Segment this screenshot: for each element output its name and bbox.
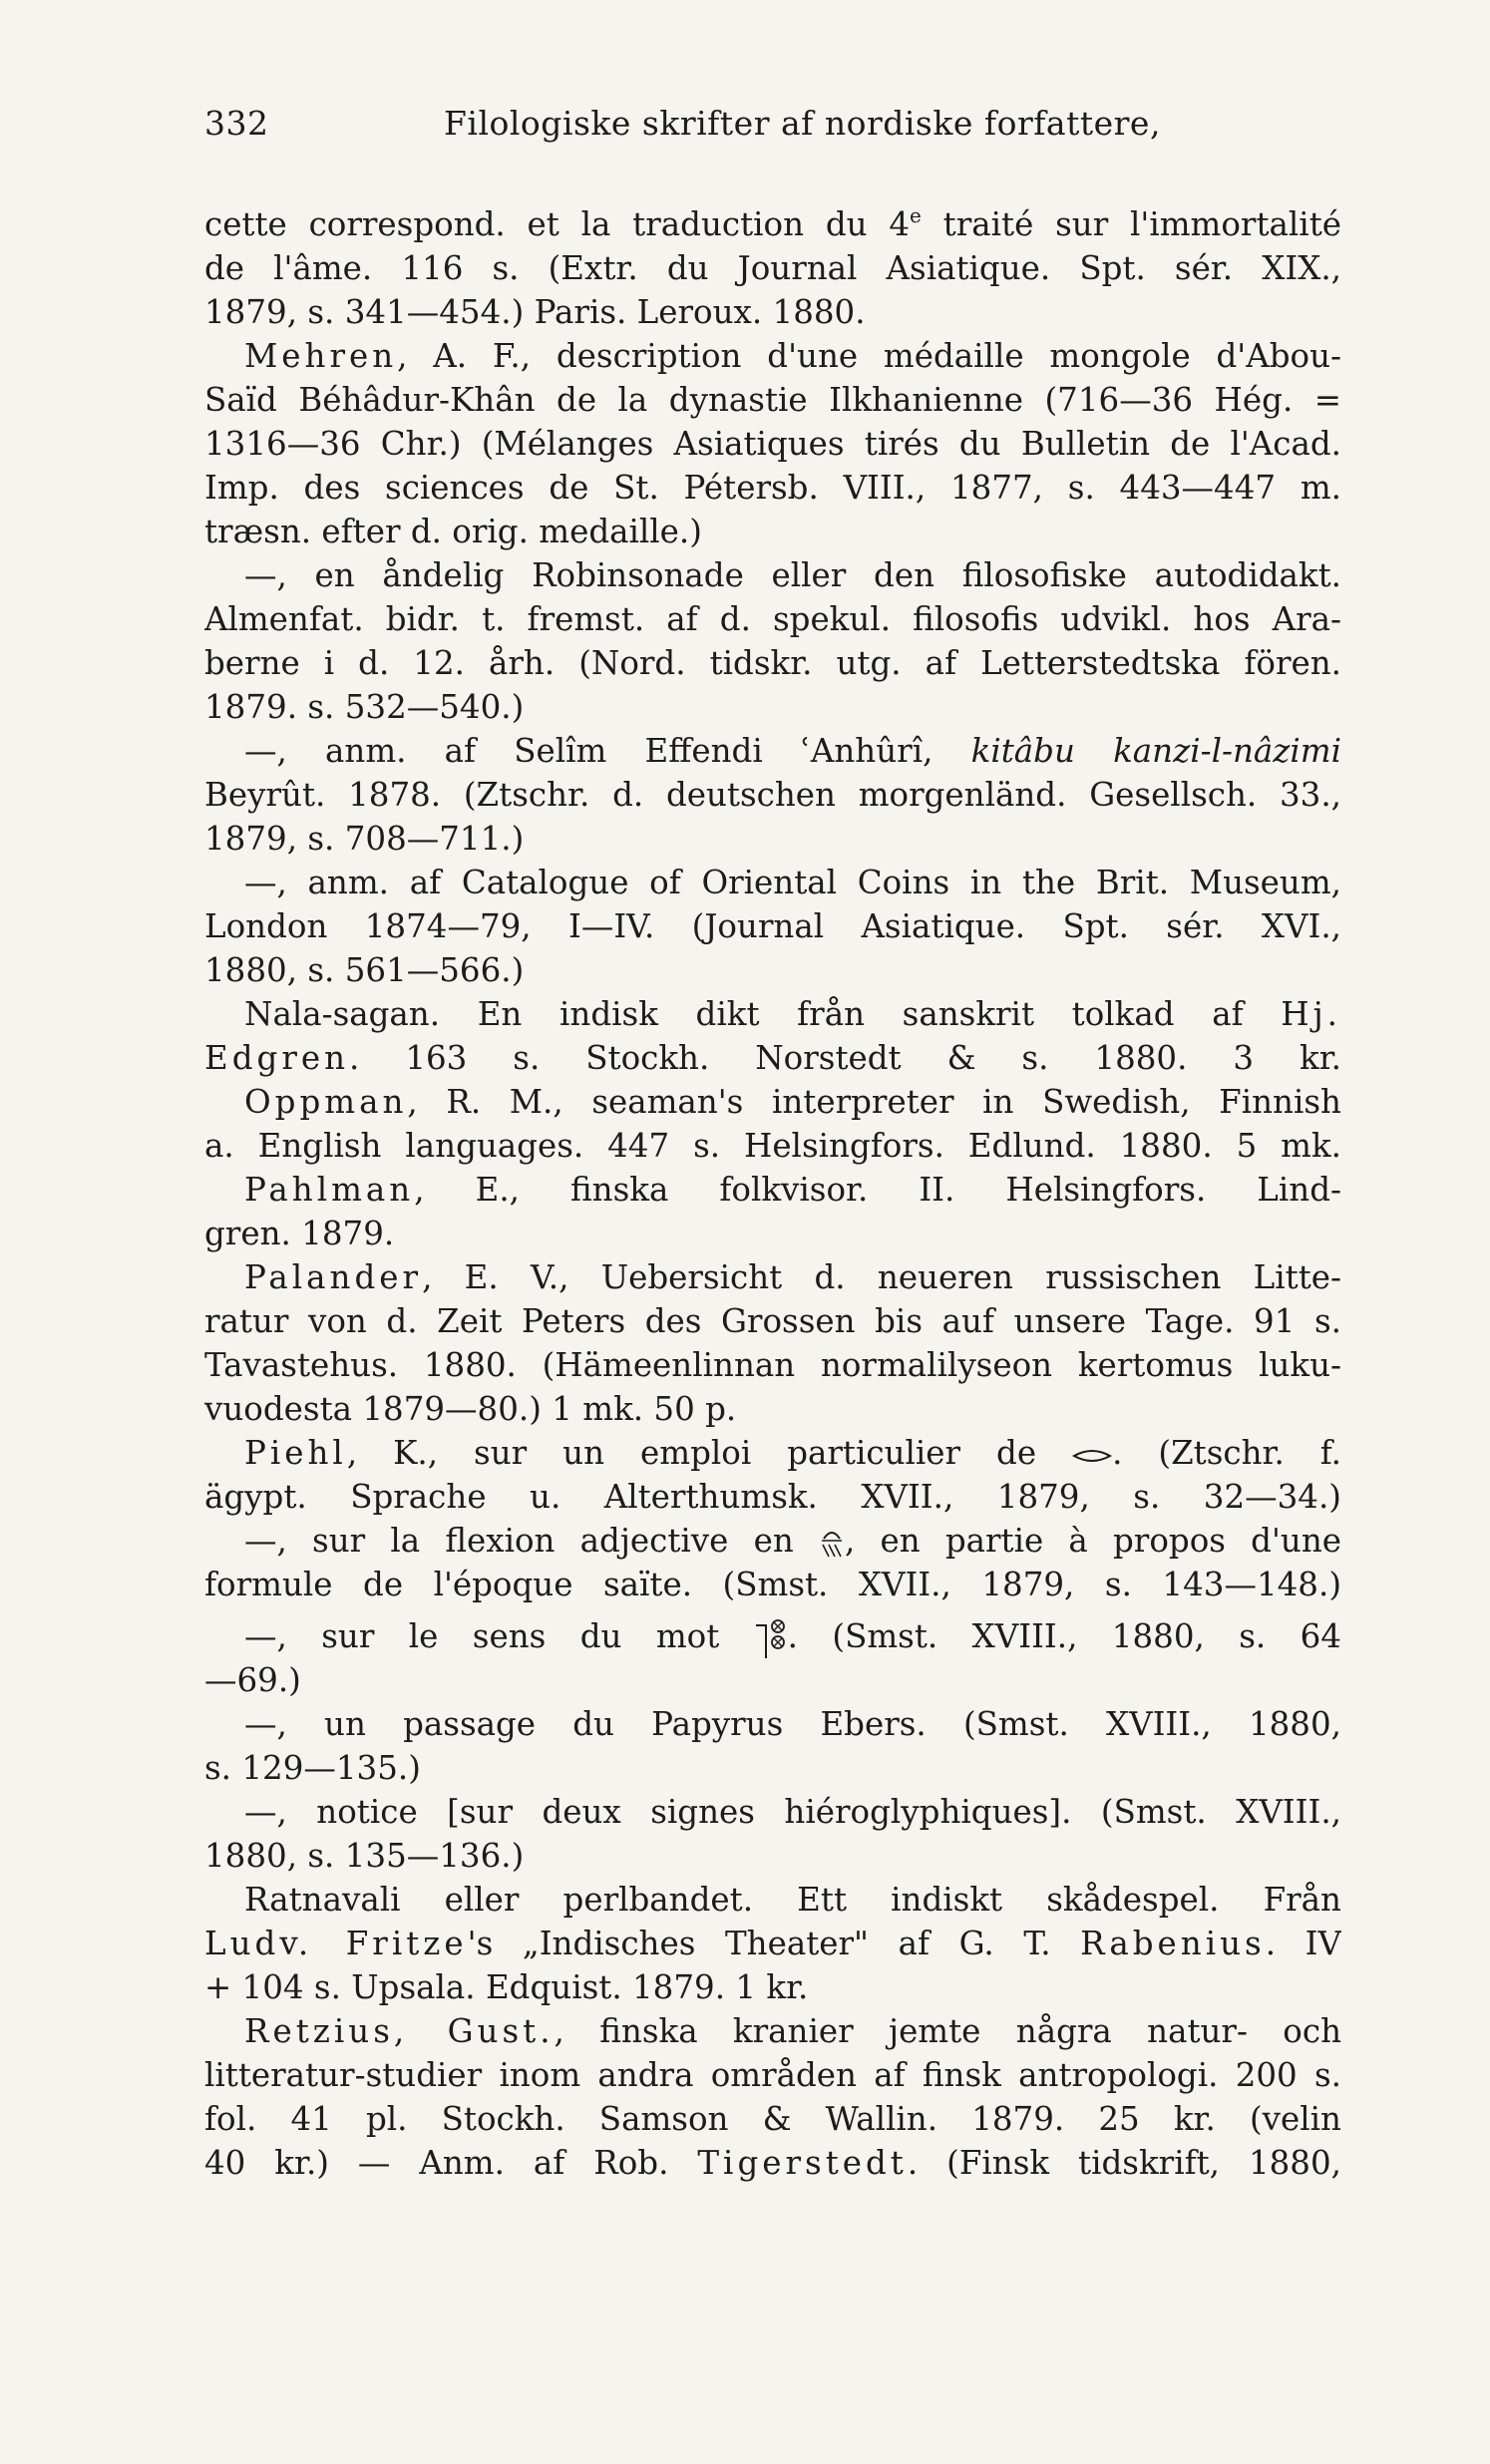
entry-piehl: Piehl, K., sur un emploi particulier de . (Ztschr. f. bbox=[244, 1434, 1341, 1472]
hieroglyph-mouth-icon bbox=[1072, 1448, 1112, 1464]
text-line: Imp. des sciences de St. Pétersb. VIII., 1877, s. 443—447 m. bbox=[204, 469, 1341, 507]
text-line: gren. 1879. bbox=[204, 1215, 395, 1252]
text-line: litteratur-studier inom andra områden af finsk antropologi. 200 s. bbox=[204, 2056, 1341, 2094]
text-line: 40 kr.) — Anm. af Rob. Tigerstedt. (Finsk tidskrift, 1880, bbox=[204, 2144, 1341, 2182]
entry-ratnavali: Ratnavali eller perlbandet. Ett indiskt skådespel. Från bbox=[244, 1881, 1341, 1919]
text-line: formule de l'époque saïte. (Smst. XVII., 1879, s. 143—148.) bbox=[204, 1566, 1341, 1603]
author-name: Oppman bbox=[244, 1083, 408, 1121]
text-line: berne i d. 12. årh. (Nord. tidskr. utg. af Letterstedtska fören. bbox=[204, 644, 1341, 682]
text-line: Tavastehus. 1880. (Hämeenlinnan normalilyseon kertomus luku- bbox=[204, 1346, 1341, 1384]
text-line: Beyrût. 1878. (Ztschr. d. deutschen morgenländ. Gesellsch. 33., bbox=[204, 776, 1341, 814]
text-line: ägypt. Sprache u. Alterthumsk. XVII., 1879, s. 32—34.) bbox=[204, 1478, 1341, 1516]
entry-oppman: Oppman, R. M., seaman's interpreter in Swedish, Finnish bbox=[244, 1083, 1341, 1121]
entry-line: —, sur le sens du mot . (Smst. XVIII., 1880, s. 64 bbox=[204, 1614, 1341, 1658]
text-line: 1879, s. 341—454.) Paris. Leroux. 1880. bbox=[204, 293, 866, 331]
running-head: Filologiske skrifter af nordiske forfattere, bbox=[444, 104, 1161, 143]
text-line: Saïd Béhâdur-Khân de la dynastie Ilkhanienne (716—36 Hég. = bbox=[204, 381, 1341, 419]
text-line: 1880, s. 135—136.) bbox=[204, 1837, 525, 1875]
author-name: Edgren bbox=[204, 1039, 350, 1077]
text-line: Ludv. Fritze's „Indisches Theater" af G. T. Rabenius. IV bbox=[204, 1925, 1341, 1962]
text-line: ratur von d. Zeit Peters des Grossen bis auf unsere Tage. 91 s. bbox=[204, 1302, 1341, 1340]
author-name: Piehl bbox=[244, 1434, 347, 1472]
text-line: træsn. efter d. orig. medaille.) bbox=[204, 513, 702, 550]
text-line: de l'âme. 116 s. (Extr. du Journal Asiatique. Spt. sér. XIX., bbox=[204, 249, 1341, 287]
entry-line: —, en åndelig Robinsonade eller den filosofiske autodidakt. bbox=[244, 556, 1341, 594]
entry-retzius: Retzius, Gust., finska kranier jemte några natur- och bbox=[244, 2012, 1341, 2050]
entry-line: —, anm. af Selîm Effendi ʿAnhûrî, kitâbu kanzi-l-nâzimi bbox=[244, 732, 1341, 770]
author-name: Palander bbox=[244, 1258, 423, 1296]
entry-line: —, anm. af Catalogue of Oriental Coins in the Brit. Museum, bbox=[244, 864, 1341, 901]
text-line: fol. 41 pl. Stockh. Samson & Wallin. 1879. 25 kr. (velin bbox=[204, 2100, 1341, 2138]
entry-pahlman: Pahlman, E., finska folkvisor. II. Helsingfors. Lind- bbox=[244, 1171, 1341, 1209]
entry-palander: Palander, E. V., Uebersicht d. neueren russischen Litte- bbox=[244, 1258, 1341, 1296]
text-line: + 104 s. Upsala. Edquist. 1879. 1 kr. bbox=[204, 1968, 809, 2006]
text-line: vuodesta 1879—80.) 1 mk. 50 p. bbox=[204, 1390, 737, 1428]
text-line: a. English languages. 447 s. Helsingfors. Edlund. 1880. 5 mk. bbox=[204, 1127, 1341, 1165]
text-line: London 1874—79, I—IV. (Journal Asiatique. Spt. sér. XVI., bbox=[204, 907, 1341, 945]
page-header bbox=[204, 104, 1341, 154]
text-line: —69.) bbox=[204, 1661, 301, 1699]
hieroglyph-mot-icon bbox=[754, 1617, 788, 1659]
bibliography-entries bbox=[204, 202, 1341, 2185]
entry-mehren: Mehren, A. F., description d'une médaille mongole d'Abou- bbox=[244, 337, 1341, 375]
text-line: cette correspond. et la traduction du 4e traité sur l'immortalité bbox=[204, 203, 1341, 243]
author-name: Mehren bbox=[244, 337, 398, 375]
italic-title: kitâbu kanzi-l-nâzimi bbox=[970, 732, 1341, 770]
author-name: Pahlman bbox=[244, 1171, 415, 1209]
entry-nala: Nala-sagan. En indisk dikt från sanskrit tolkad af Hj. bbox=[244, 995, 1341, 1033]
entry-line: —, sur la flexion adjective en , en partie à propos d'une bbox=[244, 1522, 1341, 1560]
text-line: 1880, s. 561—566.) bbox=[204, 951, 525, 989]
author-name: Retzius, Gust. bbox=[244, 2012, 555, 2050]
text-line: Almenfat. bidr. t. fremst. af d. spekul. filosofis udvikl. hos Ara- bbox=[204, 600, 1341, 638]
entry-line: —, un passage du Papyrus Ebers. (Smst. XVIII., 1880, bbox=[244, 1705, 1341, 1743]
hieroglyph-flexion-icon bbox=[819, 1527, 845, 1561]
text-line: 1316—36 Chr.) (Mélanges Asiatiques tirés du Bulletin de l'Acad. bbox=[204, 425, 1341, 463]
page-number: 332 bbox=[204, 104, 269, 143]
entry-line: —, notice [sur deux signes hiéroglyphiques]. (Smst. XVIII., bbox=[244, 1793, 1341, 1831]
text-line: 1879. s. 532—540.) bbox=[204, 688, 525, 726]
text-line: 1879, s. 708—711.) bbox=[204, 820, 525, 858]
text-line: Edgren. 163 s. Stockh. Norstedt & s. 1880. 3 kr. bbox=[204, 1039, 1341, 1077]
text-line: s. 129—135.) bbox=[204, 1749, 421, 1787]
author-name: Ludv. Fritze bbox=[204, 1925, 468, 1962]
